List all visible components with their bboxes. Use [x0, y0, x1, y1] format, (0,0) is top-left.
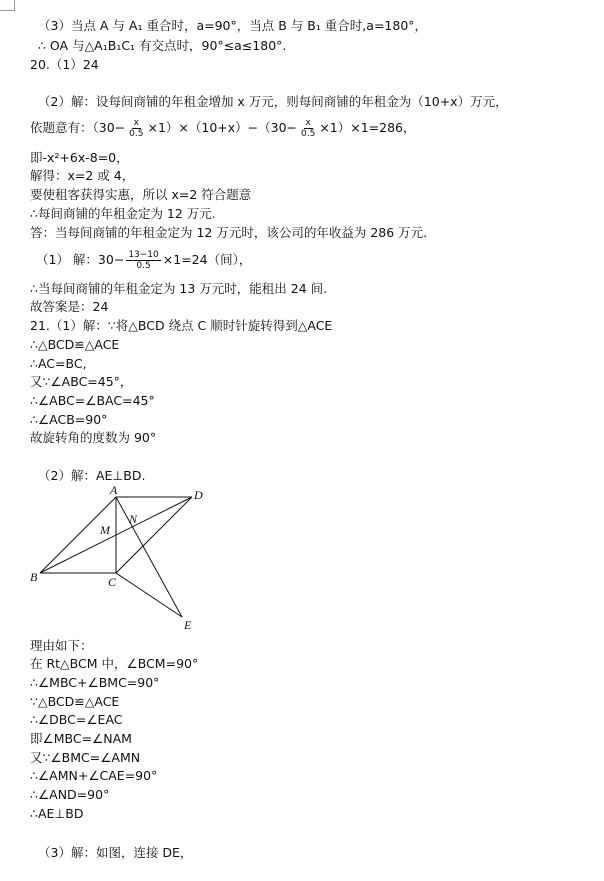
text-line: ∴∠AMN+∠CAE=90° [30, 768, 158, 783]
label-e: E [184, 618, 192, 632]
text-line: 即-x²+6x-8=0， [30, 150, 129, 165]
fraction [299, 118, 317, 139]
text-line: ∴∠ABC=∠BAC=45° [30, 393, 155, 408]
geometry-figure [30, 485, 230, 633]
text-line: 答：当每间商铺的年租金定为 12 万元时，该公司的年收益为 286 万元. [30, 225, 428, 240]
text-line: ∴每间商铺的年租金定为 12 万元. [30, 206, 216, 221]
equation-line [30, 118, 416, 139]
text-line: 又∵∠ABC=45°， [30, 374, 133, 389]
text-line: （3）当点 A 与 A₁ 重合时，a=90°，当点 B 与 B₁ 重合时,a=180°， [38, 18, 428, 33]
text-line: ∴△BCD≌△ACE [30, 337, 120, 352]
fraction-denominator: 0.5 [301, 129, 316, 139]
text-line: 理由如下： [30, 638, 93, 653]
equation-part: （1） 解：30− [36, 252, 125, 267]
text-line: （3）解：如图，连接 DE， [38, 845, 193, 860]
page-corner-mark [0, 0, 15, 11]
segment-ae [116, 497, 182, 617]
text-line: 故旋转角的度数为 90° [30, 430, 157, 445]
fraction-numerator: x [305, 118, 311, 128]
text-line: 解得：x=2 或 4， [30, 168, 135, 183]
text-line: 要使租客获得实惠，所以 x=2 符合题意 [30, 187, 252, 202]
equation-line [36, 250, 251, 271]
fraction-numerator: x [133, 118, 139, 128]
text-line: （2）解：设每间商铺的年租金增加 x 万元，则每间商铺的年租金为（10+x）万元， [38, 94, 508, 109]
text-line: 在 Rt△BCM 中，∠BCM=90° [30, 656, 199, 671]
label-b: B [30, 570, 38, 584]
text-line: 又∵∠BMC=∠AMN [30, 750, 141, 765]
text-line: ∴∠MBC+∠BMC=90° [30, 675, 160, 690]
label-a: A [110, 485, 118, 497]
text-line: ∴∠ACB=90° [30, 412, 108, 427]
text-line: 即∠MBC=∠NAM [30, 731, 132, 746]
fraction [126, 250, 160, 271]
label-m: M [100, 523, 110, 537]
fraction-denominator: 0.5 [129, 129, 144, 139]
fraction [127, 118, 145, 139]
text-line: 20.（1）24 [30, 57, 99, 72]
text-line: ∴∠AND=90° [30, 787, 110, 802]
label-c: C [108, 575, 117, 589]
text-line: （2）解：AE⊥BD. [38, 468, 146, 483]
equation-part: ×1）×（10+x）−（30− [147, 120, 297, 135]
text-line: 故答案是：24 [30, 299, 109, 314]
label-d: D [194, 488, 203, 502]
fraction-numerator: 13−10 [128, 250, 159, 260]
text-line: ∴AE⊥BD [30, 806, 84, 821]
fraction-denominator: 0.5 [136, 261, 151, 271]
segment-cd [116, 497, 192, 573]
text-line: ∴AC=BC, [30, 356, 87, 371]
segment-ce [116, 573, 182, 617]
text-line: ∴当每间商铺的年租金定为 13 万元时，能租出 24 间. [30, 281, 328, 296]
text-line: ∵△BCD≌△ACE [30, 694, 120, 709]
text-line: ∴ OA 与△A₁B₁C₁ 有交点时，90°≤a≤180°. [38, 38, 287, 53]
text-line: ∴∠DBC=∠EAC [30, 712, 123, 727]
equation-part: ×1=24（间）， [162, 252, 252, 267]
label-n: N [129, 512, 138, 526]
equation-part: ×1）×1=286， [319, 120, 416, 135]
text-line: 21.（1）解：∵将△BCD 绕点 C 顺时针旋转得到△ACE [30, 318, 333, 333]
equation-part: 依题意有：（30− [30, 120, 126, 135]
